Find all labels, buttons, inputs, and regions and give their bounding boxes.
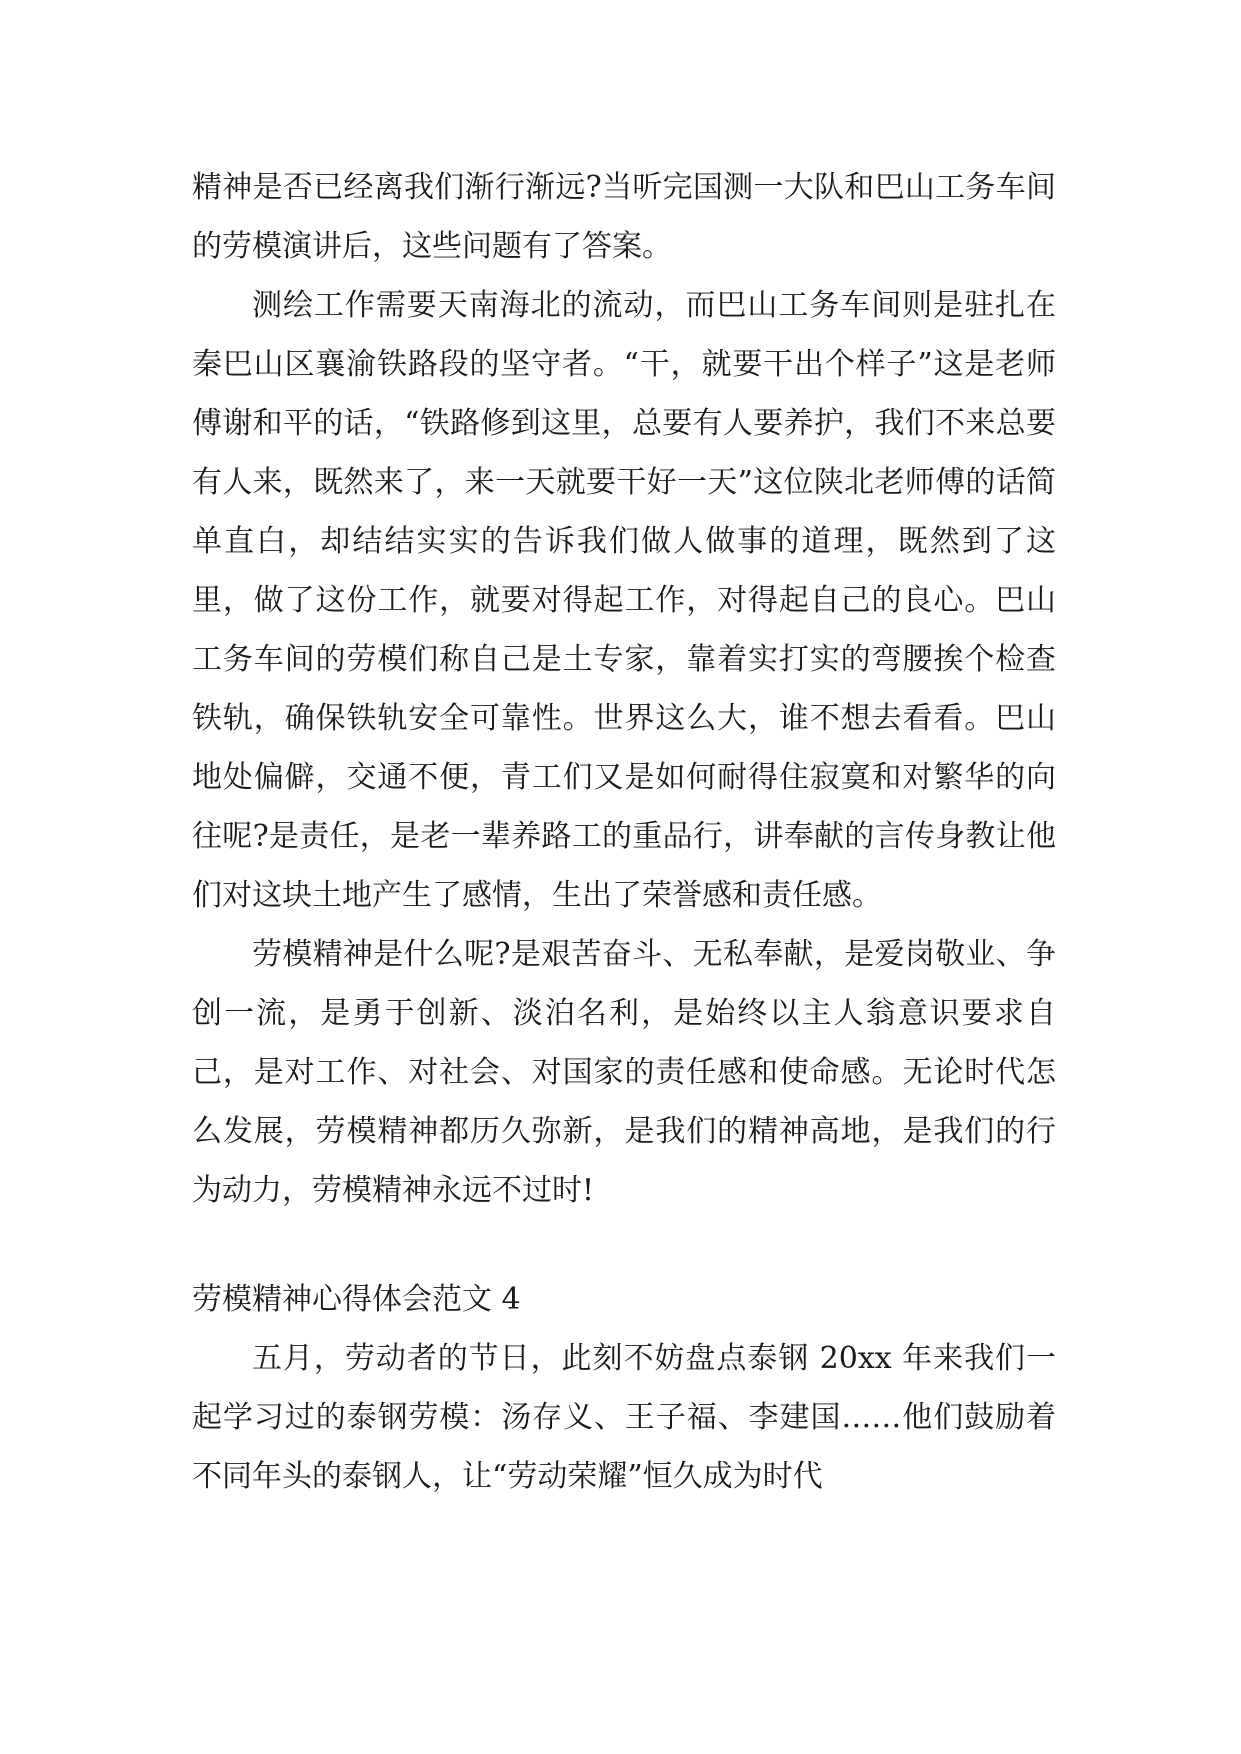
section-title: 劳模精神心得体会范文 4 <box>192 1282 521 1317</box>
paragraph-surveying: 测绘工作需要天南海北的流动，而巴山工务车间则是驻扎在秦巴山区襄渝铁路段的坚守者。“干，就要干出个样子”这是老师傅谢和平的话，“铁路修到这里，总要有人要养护，我们不来总要有人来，既然来了，来一天就要干好一天”这位陕北老师傅的话简单直白，却结结实实的告诉我们做人做事的道理，既然到了这里，做了这份工作，就要对得起工作，对得起自己的良心。巴山工务车间的劳模们称自己是土专家，靠着实打实的弯腰挨个检查铁轨，确保铁轨安全可靠性。世界这么大，谁不想去看看。巴山地处偏僻，交通不便，青工们又是如何耐得住寂寞和对繁华的向往呢?是责任，是老一辈养路工的重品行，讲奉献的言传身教让他们对这块土地产生了感情，生出了荣誉感和责任感。 <box>192 288 1056 913</box>
document-body <box>192 158 1056 1506</box>
paragraph-model-worker-spirit: 劳模精神是什么呢?是艰苦奋斗、无私奉献，是爱岗敬业、争创一流，是勇于创新、淡泊名利，是始终以主人翁意识要求自己，是对工作、对社会、对国家的责任感和使命感。无论时代怎么发展，劳模精神都历久弥新，是我们的精神高地，是我们的行为动力，劳模精神永远不过时! <box>192 937 1056 1208</box>
paragraph-continued: 精神是否已经离我们渐行渐远?当听完国测一大队和巴山工务车间的劳模演讲后，这些问题有了答案。 <box>192 170 1056 264</box>
paragraph-may-day: 五月，劳动者的节日，此刻不妨盘点泰钢 20xx 年来我们一起学习过的泰钢劳模：汤存义、王子福、李建国……他们鼓励着不同年头的泰钢人，让“劳动荣耀”恒久成为时代 <box>192 1341 1056 1494</box>
